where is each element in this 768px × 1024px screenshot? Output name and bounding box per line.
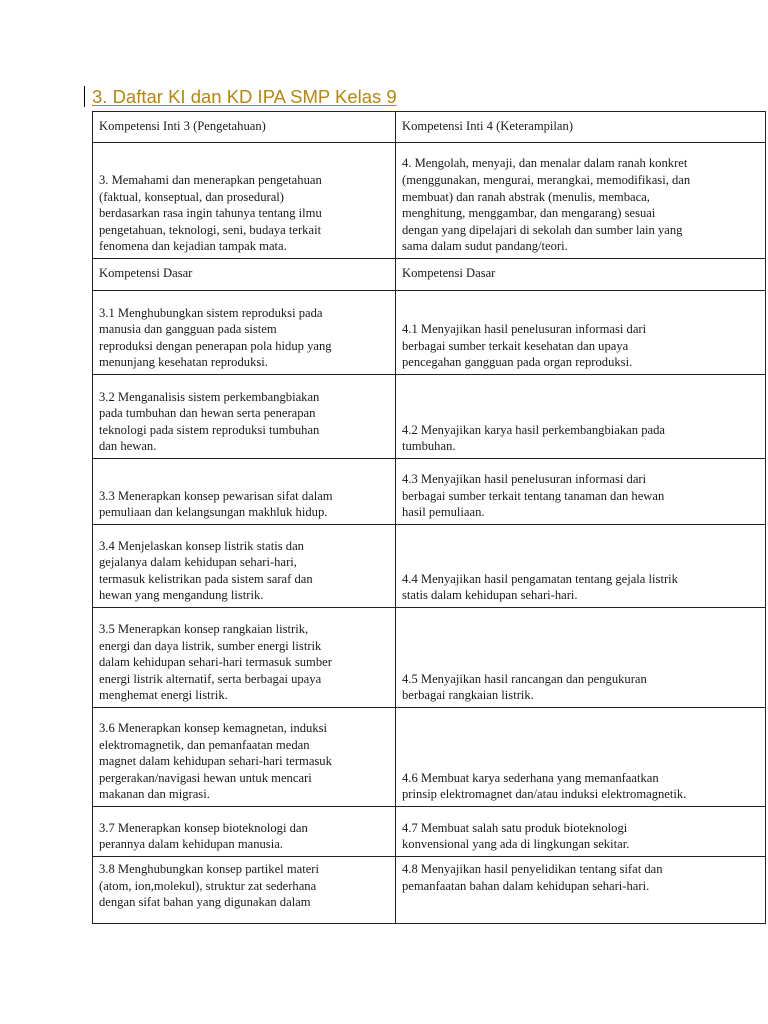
text-cursor xyxy=(84,86,85,107)
table-cell xyxy=(93,112,396,143)
cell-text: 4.7 Membuat salah satu produk bioteknologi konvensional yang ada di lingkungan sekitar. xyxy=(402,820,630,852)
table-row xyxy=(93,375,766,459)
table-cell xyxy=(396,708,766,807)
table-row xyxy=(93,608,766,708)
cell-text: 4.5 Menyajikan hasil rancangan dan pengukuran berbagai rangkaian listrik. xyxy=(402,671,647,703)
table-cell xyxy=(396,143,766,259)
cell-text: 4.3 Menyajikan hasil penelusuran informasi dari berbagai sumber terkait tentang tanaman dan hewan hasil pemuliaan. xyxy=(402,472,665,520)
table-cell xyxy=(93,807,396,857)
cell-text: 3.2 Menganalisis sistem perkembangbiakan pada tumbuhan dan hewan serta penerapan teknologi pada sistem reproduksi tumbuhan dan hewan. xyxy=(99,389,320,454)
table-row xyxy=(93,525,766,608)
table-row xyxy=(93,807,766,857)
table-row-ki xyxy=(93,143,766,259)
cell-text: 4.4 Menyajikan hasil pengamatan tentang gejala listrik statis dalam kehidupan sehari-hari. xyxy=(402,571,678,603)
table-cell xyxy=(93,459,396,525)
cell-text: Kompetensi Inti 3 (Pengetahuan) xyxy=(99,118,266,133)
cell-text: 4.2 Menyajikan karya hasil perkembangbiakan pada tumbuhan. xyxy=(402,422,665,454)
cell-text: 3.3 Menerapkan konsep pewarisan sifat dalam pemuliaan dan kelangsungan makhluk hidup. xyxy=(99,488,333,520)
table-cell xyxy=(93,143,396,259)
table-cell xyxy=(396,112,766,143)
cell-text: 3.6 Menerapkan konsep kemagnetan, induksi elektromagnetik, dan pemanfaatan medan magnet dalam kehidupan sehari-hari termasuk pergerakan/navigasi hewan untuk mencari makanan dan migrasi. xyxy=(99,721,332,802)
table-cell xyxy=(93,291,396,375)
cell-text: 4. Mengolah, menyaji, dan menalar dalam ranah konkret (menggunakan, mengurai, merangkai, memodifikasi, dan membuat) dan ranah abstrak (menulis, membaca, menghitung, menggambar, dan mengarang) sesuai dengan yang dipelajari di sekolah dan sumber lain yang sama dalam sudut pandang/teori. xyxy=(402,156,691,254)
table-cell xyxy=(396,259,766,291)
table-cell xyxy=(93,375,396,459)
table-cell xyxy=(93,525,396,608)
table-row xyxy=(93,291,766,375)
cell-text: Kompetensi Dasar xyxy=(99,266,193,281)
table-cell xyxy=(396,375,766,459)
cell-text: 3.7 Menerapkan konsep bioteknologi dan perannya dalam kehidupan manusia. xyxy=(99,820,308,852)
table-row xyxy=(93,708,766,807)
cell-text: 3.5 Menerapkan konsep rangkaian listrik, energi dan daya listrik, sumber energi listrik dalam kehidupan sehari-hari termasuk sumber energi listrik alternatif, serta berbagai upaya menghemat energi listrik. xyxy=(99,622,332,703)
table-cell xyxy=(93,259,396,291)
cell-text: 3.8 Menghubungkan konsep partikel materi (atom, ion,molekul), struktur zat sederhana dengan sifat bahan yang digunakan dalam xyxy=(99,862,319,910)
cell-text: 4.1 Menyajikan hasil penelusuran informasi dari berbagai sumber terkait kesehatan dan upaya pencegahan gangguan pada organ reproduksi. xyxy=(402,322,647,370)
cell-text: 3. Memahami dan menerapkan pengetahuan (faktual, konseptual, dan prosedural) berdasarkan rasa ingin tahunya tentang ilmu pengetahuan, teknologi, seni, budaya terkait fenomena dan kejadian tampak mata. xyxy=(99,173,322,254)
cell-text: Kompetensi Inti 4 (Keterampilan) xyxy=(402,118,574,133)
cell-text: 4.6 Membuat karya sederhana yang memanfaatkan prinsip elektromagnet dan/atau induksi elektromagnetik. xyxy=(402,770,687,802)
table-cell xyxy=(93,857,396,924)
table-row xyxy=(93,459,766,525)
table-row-kd-header xyxy=(93,259,766,291)
table-cell xyxy=(93,708,396,807)
document-title: 3. Daftar KI dan KD IPA SMP Kelas 9 xyxy=(92,86,397,107)
table-cell xyxy=(396,525,766,608)
ki-kd-table xyxy=(92,111,766,924)
table-cell xyxy=(93,608,396,708)
table-cell xyxy=(396,608,766,708)
table-cell xyxy=(396,807,766,857)
table-row xyxy=(93,857,766,924)
cell-text: 3.4 Menjelaskan konsep listrik statis dan gejalanya dalam kehidupan sehari-hari, termasuk kelistrikan pada sistem saraf dan hewan yang mengandung listrik. xyxy=(99,538,313,603)
table-cell xyxy=(396,291,766,375)
table-cell xyxy=(396,459,766,525)
cell-text: 3.1 Menghubungkan sistem reproduksi pada manusia dan gangguan pada sistem reproduksi dengan penerapan pola hidup yang menunjang kesehatan reproduksi. xyxy=(99,305,332,370)
table-cell xyxy=(396,857,766,924)
table-row-ki-header xyxy=(93,112,766,143)
cell-text: Kompetensi Dasar xyxy=(402,266,496,281)
cell-text: 4.8 Menyajikan hasil penyelidikan tentang sifat dan pemanfaatan bahan dalam kehidupan sehari-hari. xyxy=(402,862,663,893)
